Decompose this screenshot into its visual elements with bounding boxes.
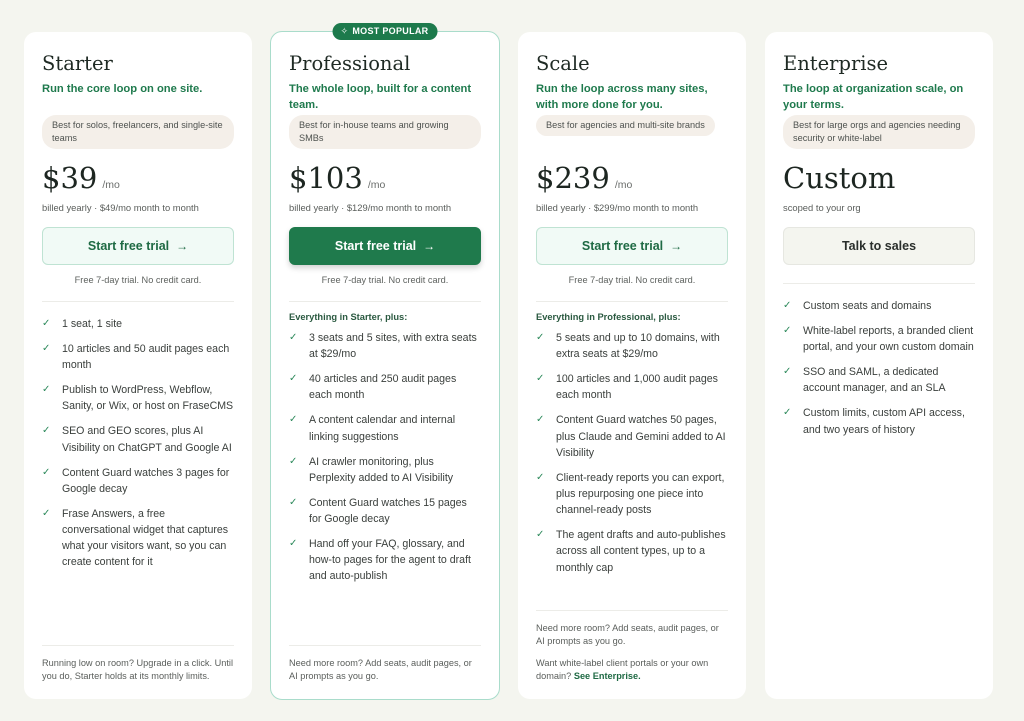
features-intro: Everything in Starter, plus: — [289, 312, 408, 322]
price-period: /mo — [367, 179, 386, 191]
price: $39 — [42, 161, 98, 195]
feature-item: ✓ 1 seat, 1 site — [42, 316, 234, 332]
divider — [42, 301, 234, 302]
plan-footer — [289, 645, 481, 683]
feature-item: ✓ White-label reports, a branded client portal, and your own custom domain — [783, 323, 975, 355]
check-icon: ✓ — [42, 466, 51, 478]
feature-item: ✓ Custom limits, custom API access, and two years of history — [783, 405, 975, 437]
cta-label: Start free trial — [334, 239, 417, 253]
feature-item: ✓ Content Guard watches 50 pages, plus Claude and Gemini added to AI Visibility — [536, 412, 728, 461]
best-for-pill: Best for solos, freelancers, and single-site teams — [42, 115, 234, 149]
feature-item: ✓ Frase Answers, a free conversational widget that captures what your visitors want, so you can create content for it — [42, 506, 234, 571]
check-icon: ✓ — [536, 414, 545, 426]
divider — [536, 301, 728, 302]
feature-item: ✓ SEO and GEO scores, plus AI Visibility on ChatGPT and Google AI — [42, 423, 234, 455]
plan-name: Professional — [289, 52, 411, 75]
price: Custom — [783, 161, 896, 195]
cta-label: Talk to sales — [841, 239, 917, 253]
price-row — [536, 161, 728, 197]
most-popular-badge: ✧ MOST POPULAR — [333, 23, 438, 40]
plan-card-starter — [24, 32, 252, 699]
check-icon: ✓ — [783, 407, 792, 419]
plan-card-scale — [518, 32, 746, 699]
plan-footer — [536, 610, 728, 683]
plan-tagline: Run the loop across many sites, with more done for you. — [536, 83, 708, 111]
check-icon: ✓ — [783, 366, 792, 378]
best-for-pill: Best for large orgs and agencies needing security or white-label — [783, 115, 975, 149]
divider — [289, 301, 481, 302]
feature-list — [536, 330, 728, 576]
feature-item: ✓ Content Guard watches 3 pages for Google decay — [42, 465, 234, 497]
check-icon: ✓ — [536, 332, 545, 343]
feature-item: ✓ 5 seats and up to 10 domains, with extra seats at $29/mo — [536, 330, 728, 362]
plan-tagline: Run the core loop on one site. — [42, 83, 203, 95]
feature-item: ✓ SSO and SAML, a dedicated account manager, and an SLA — [783, 364, 975, 396]
feature-item: ✓ Custom seats and domains — [783, 298, 975, 314]
check-icon: ✓ — [536, 373, 545, 385]
start-free-trial-button[interactable] — [42, 227, 234, 265]
plan-tagline: The loop at organization scale, on your terms. — [783, 83, 964, 111]
best-for-pill: Best for in-house teams and growing SMBs — [289, 115, 481, 149]
billing-note: billed yearly · $299/mo month to month — [536, 202, 699, 213]
feature-item: ✓ Hand off your FAQ, glossary, and how-to pages for the agent to draft and auto-publish — [289, 536, 481, 585]
price-row — [783, 161, 975, 197]
cta-label: Start free trial — [87, 239, 170, 253]
plan-name: Scale — [536, 52, 590, 75]
feature-item: ✓ Content Guard watches 15 pages for Google decay — [289, 495, 481, 527]
trial-note: Free 7-day trial. No credit card. — [568, 275, 696, 285]
feature-list — [783, 298, 975, 438]
feature-item: ✓ Publish to WordPress, Webflow, Sanity, or Wix, or host on FraseCMS — [42, 382, 234, 414]
feature-item: ✓ Client-ready reports you can export, plus repurposing one piece into channel-ready posts — [536, 470, 728, 519]
plan-tagline: The whole loop, built for a content team. — [289, 83, 472, 111]
check-icon: ✓ — [289, 496, 298, 508]
price-row — [42, 161, 234, 197]
check-icon: ✓ — [42, 343, 51, 354]
footer-enterprise-note: Want white-label client portals or your own domain? See Enterprise. — [536, 658, 709, 681]
check-icon: ✓ — [289, 538, 298, 550]
price-period: /mo — [614, 179, 633, 191]
footer-note: Need more room? Add seats, audit pages, or AI prompts as you go. — [289, 658, 472, 681]
check-icon: ✓ — [42, 318, 51, 329]
check-icon: ✓ — [783, 325, 792, 336]
check-icon: ✓ — [42, 507, 51, 519]
plan-card-professional — [270, 26, 500, 700]
arrow-right-icon: → — [670, 239, 683, 253]
feature-item: ✓ 3 seats and 5 sites, with extra seats at $29/mo — [289, 330, 481, 362]
sparkle-icon: ✧ — [340, 26, 349, 36]
feature-list — [289, 330, 481, 585]
footer-note: Running low on room? Upgrade in a click. Until you do, Starter holds at its monthly limits. — [42, 658, 233, 681]
arrow-right-icon: → — [176, 239, 189, 253]
arrow-right-icon: → — [423, 239, 436, 253]
check-icon: ✓ — [289, 455, 298, 467]
check-icon: ✓ — [42, 384, 51, 396]
plan-name: Starter — [42, 52, 113, 75]
feature-item: ✓ 100 articles and 1,000 audit pages each month — [536, 371, 728, 403]
check-icon: ✓ — [289, 373, 298, 385]
feature-item: ✓ 10 articles and 50 audit pages each month — [42, 341, 234, 373]
plan-name: Enterprise — [783, 52, 889, 75]
talk-to-sales-button[interactable] — [783, 227, 975, 265]
trial-note: Free 7-day trial. No credit card. — [321, 275, 449, 285]
price-period: /mo — [102, 179, 120, 191]
best-for-pill: Best for agencies and multi-site brands — [536, 115, 715, 136]
check-icon: ✓ — [289, 332, 298, 343]
check-icon: ✓ — [536, 529, 545, 541]
trial-note: Free 7-day trial. No credit card. — [74, 275, 202, 285]
features-intro: Everything in Professional, plus: — [536, 312, 681, 322]
cta-label: Start free trial — [581, 239, 664, 253]
check-icon: ✓ — [536, 471, 545, 483]
plan-footer — [42, 645, 234, 683]
footer-note: Need more room? Add seats, audit pages, or AI prompts as you go. — [536, 623, 719, 646]
feature-item: ✓ 40 articles and 250 audit pages each month — [289, 371, 481, 403]
feature-item: ✓ A content calendar and internal linking suggestions — [289, 412, 481, 444]
feature-item: ✓ AI crawler monitoring, plus Perplexity added to AI Visibility — [289, 454, 481, 486]
price-row — [289, 161, 481, 197]
feature-item: ✓ The agent drafts and auto-publishes across all content types, up to a monthly cap — [536, 527, 728, 576]
start-free-trial-button[interactable] — [289, 227, 481, 265]
start-free-trial-button[interactable] — [536, 227, 728, 265]
feature-list — [42, 316, 234, 571]
check-icon: ✓ — [783, 300, 792, 311]
plan-card-enterprise — [765, 32, 993, 699]
price: $103 — [289, 161, 363, 195]
billing-note: billed yearly · $129/mo month to month — [289, 202, 452, 213]
price: $239 — [536, 161, 610, 195]
check-icon: ✓ — [289, 414, 298, 426]
see-enterprise-link[interactable]: See Enterprise. — [573, 671, 641, 681]
check-icon: ✓ — [42, 425, 51, 437]
billing-note: billed yearly · $49/mo month to month — [42, 202, 199, 213]
divider — [783, 283, 975, 284]
billing-note: scoped to your org — [783, 202, 861, 213]
